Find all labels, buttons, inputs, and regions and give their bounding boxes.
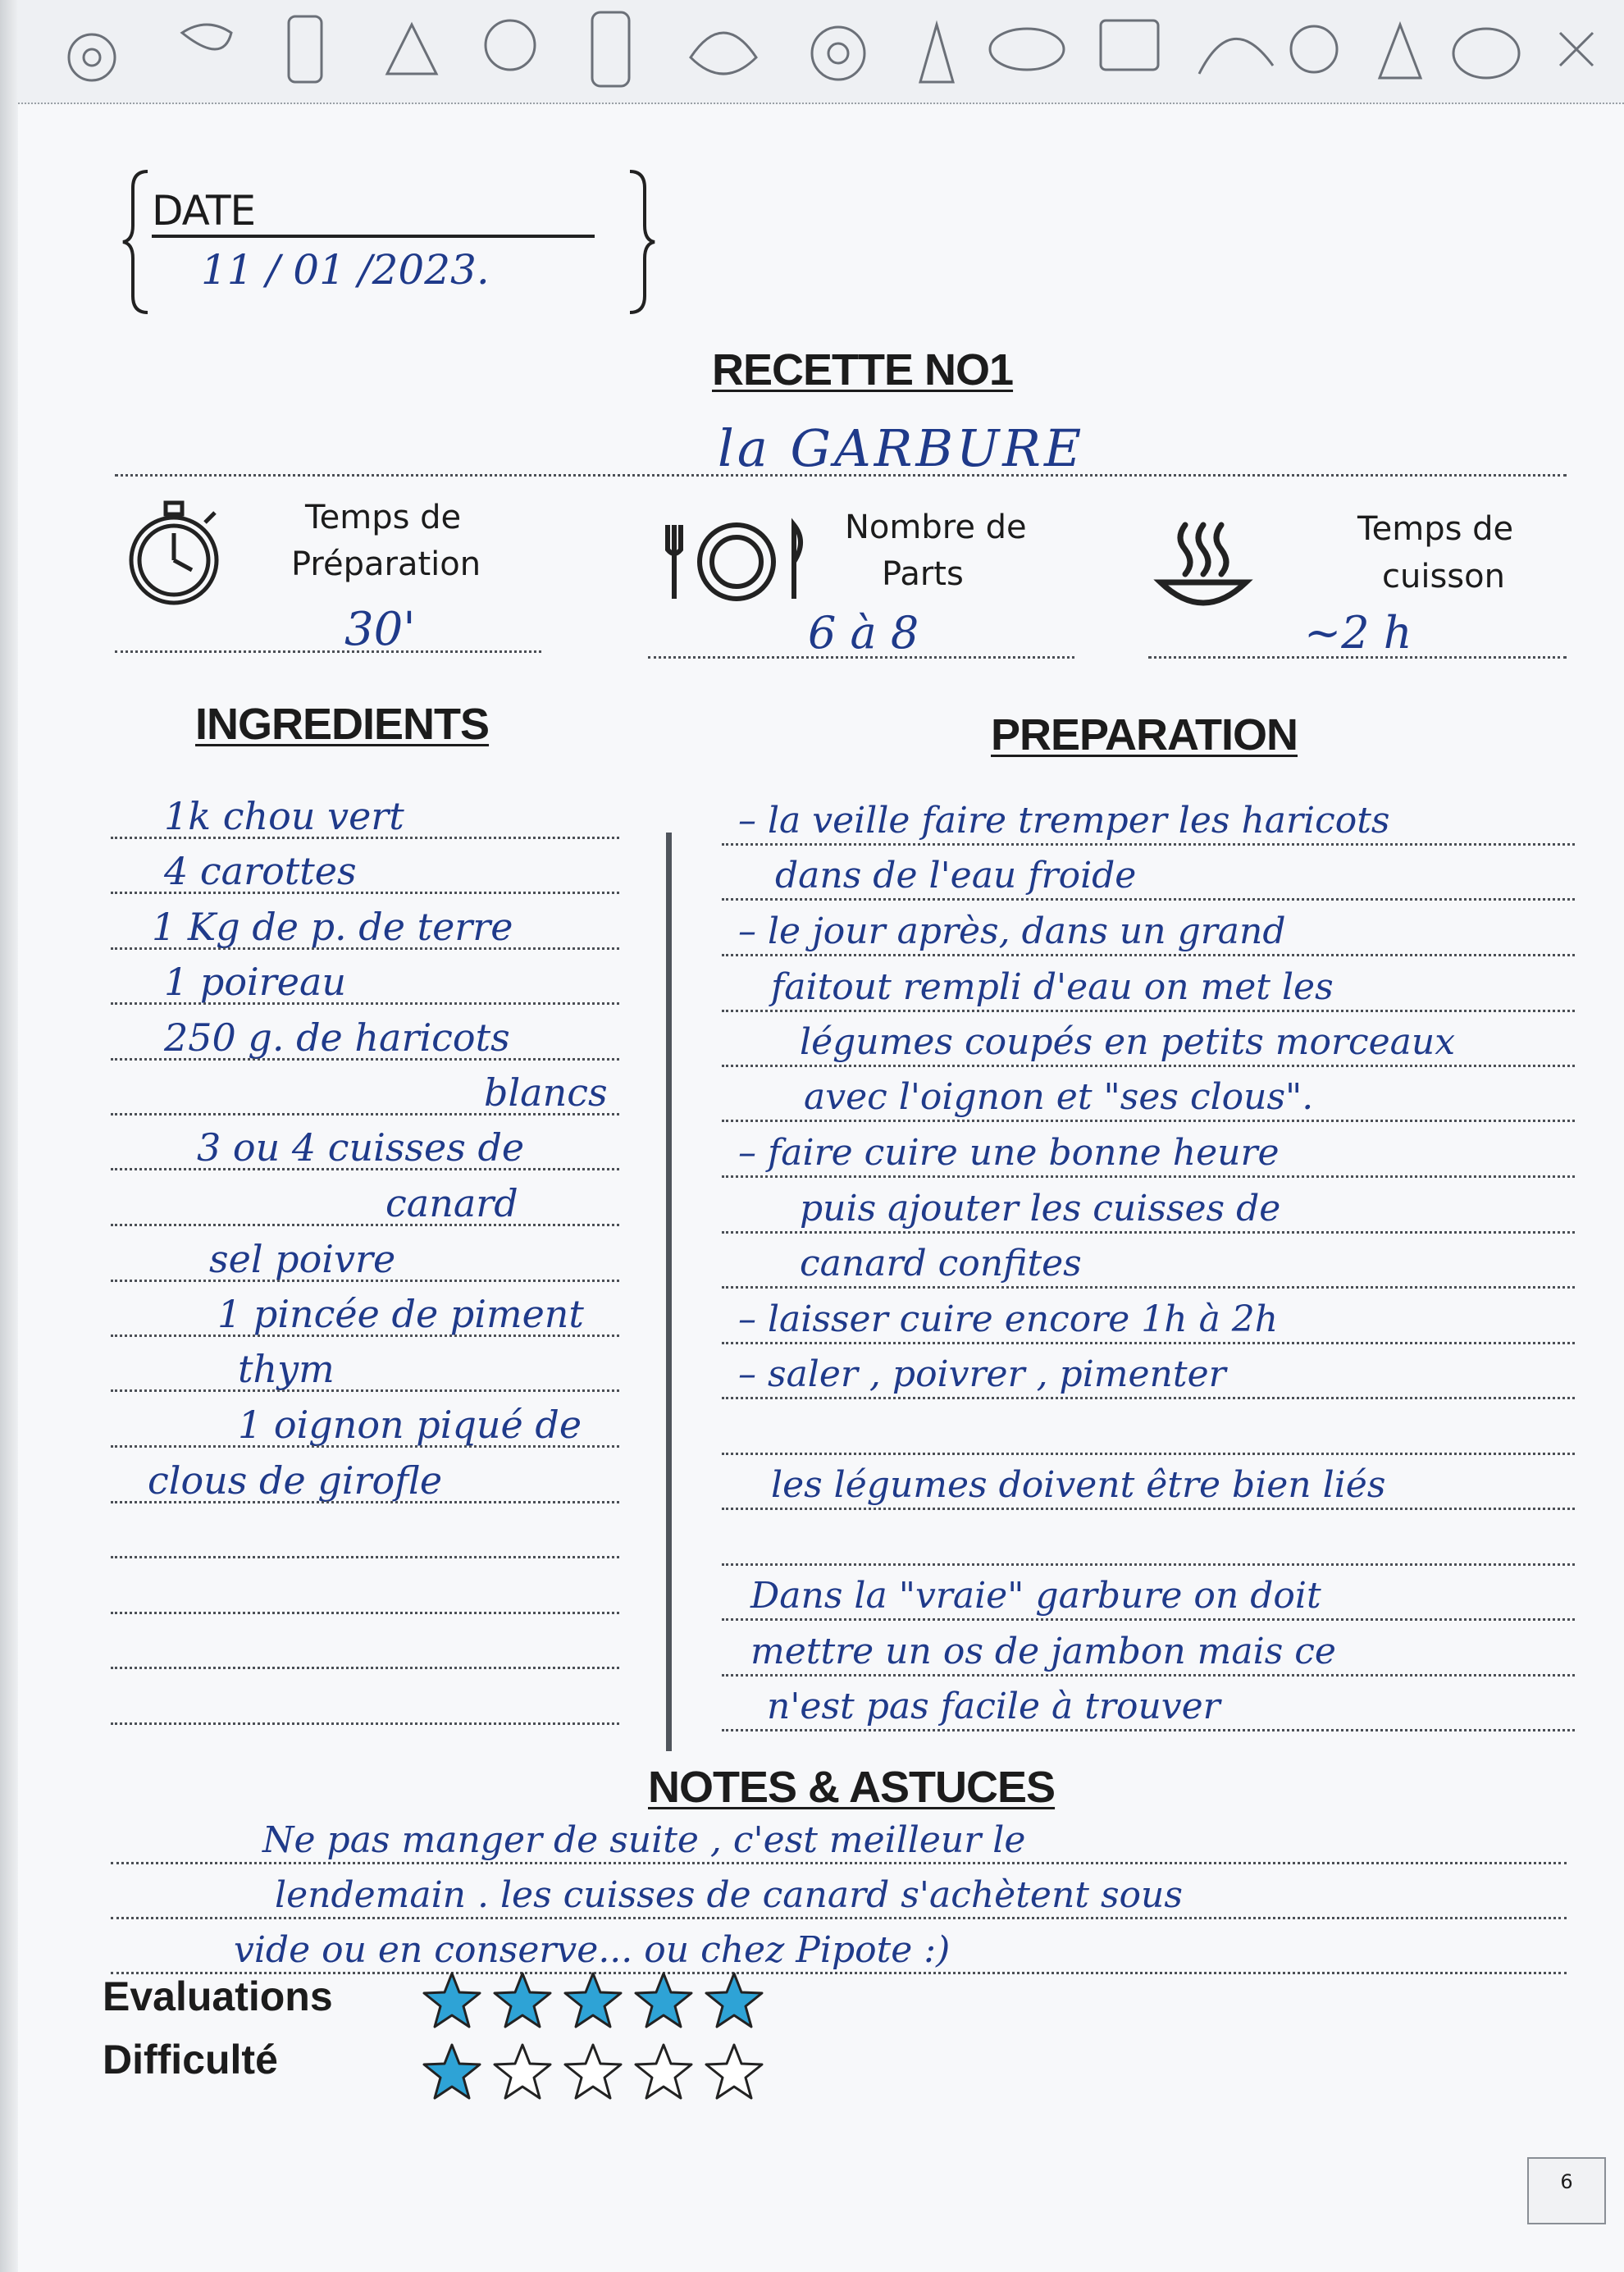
- preparation-rule: [722, 1618, 1575, 1621]
- ingredient-line: blancs: [484, 1070, 608, 1115]
- prep-time-value: 30': [344, 603, 416, 656]
- preparation-line: légumes coupés en petits morceaux: [800, 1021, 1456, 1063]
- right-brace-icon: [623, 168, 656, 316]
- ingredient-rule: [111, 1667, 619, 1669]
- preparation-line: avec l'oignon et "ses clous".: [804, 1076, 1314, 1118]
- date-value: 11 / 01 /2023.: [201, 246, 490, 294]
- prep-time-label-2: Préparation: [291, 545, 481, 583]
- ingredient-rule: [111, 1058, 619, 1061]
- servings-line: [648, 656, 1074, 659]
- preparation-rule: [722, 1231, 1575, 1234]
- difficulty-label: Difficulté: [103, 2037, 278, 2083]
- ingredients-heading: INGREDIENTS: [195, 700, 490, 749]
- ingredient-line: sel poivre: [209, 1237, 396, 1281]
- ingredient-line: thym: [238, 1347, 335, 1391]
- preparation-line: – la veille faire tremper les haricots: [738, 800, 1390, 842]
- star-filled-icon: [705, 1971, 764, 2030]
- preparation-line: canard confites: [800, 1243, 1082, 1284]
- ingredient-line: clous de girofle: [148, 1458, 443, 1503]
- recipe-heading: RECETTE NO1: [712, 345, 1014, 395]
- notes-line: vide ou en conserve... ou chez Pipote :): [234, 1929, 951, 1971]
- ingredient-line: canard: [385, 1181, 518, 1225]
- preparation-line: – faire cuire une bonne heure: [738, 1132, 1280, 1174]
- ingredient-rule: [111, 892, 619, 894]
- recipe-name: la GARBURE: [718, 418, 1085, 478]
- ingredient-line: 250 g. de haricots: [164, 1015, 510, 1060]
- preparation-rule: [722, 1397, 1575, 1399]
- notes-rule: [111, 1917, 1567, 1919]
- left-brace-icon: [121, 168, 154, 316]
- cooking-time-label-2: cuisson: [1382, 558, 1505, 595]
- steaming-pot-icon: [1152, 517, 1255, 615]
- date-label-underline: [152, 235, 595, 238]
- food-doodles-icon: [18, 0, 1624, 103]
- preparation-rule: [722, 1286, 1575, 1289]
- preparation-line: dans de l'eau froide: [775, 855, 1137, 896]
- ingredient-line: 1 Kg de p. de terre: [152, 905, 513, 949]
- ingredient-rule: [111, 1280, 619, 1282]
- preparation-rule: [722, 1065, 1575, 1067]
- preparation-line: Dans la "vraie" garbure on doit: [750, 1575, 1321, 1617]
- binding-edge: [0, 0, 18, 2272]
- preparation-line: n'est pas facile à trouver: [767, 1686, 1220, 1727]
- cooking-time-label-1: Temps de: [1357, 510, 1514, 548]
- evaluation-label: Evaluations: [103, 1973, 333, 2019]
- star-empty-icon: [705, 2042, 764, 2101]
- ingredient-line: 1 oignon piqué de: [238, 1403, 582, 1447]
- preparation-line: mettre un os de jambon mais ce: [750, 1631, 1336, 1672]
- preparation-rule: [722, 1508, 1575, 1510]
- preparation-rule: [722, 1010, 1575, 1012]
- ingredient-line: 1k chou vert: [164, 794, 404, 838]
- star-filled-icon: [422, 2042, 481, 2101]
- preparation-rule: [722, 1729, 1575, 1731]
- preparation-rule: [722, 898, 1575, 901]
- preparation-line: les légumes doivent être bien liés: [771, 1464, 1386, 1506]
- ingredient-rule: [111, 1113, 619, 1115]
- ingredient-line: 3 ou 4 cuisses de: [197, 1125, 525, 1170]
- star-empty-icon: [493, 2042, 552, 2101]
- preparation-rule: [722, 1453, 1575, 1455]
- notes-line: Ne pas manger de suite , c'est meilleur le: [262, 1819, 1026, 1861]
- servings-value: 6 à 8: [808, 607, 919, 659]
- evaluation-rating: [422, 1971, 764, 2030]
- ingredient-rule: [111, 1501, 619, 1503]
- plate-cutlery-icon: [663, 517, 810, 607]
- ingredient-rule: [111, 1556, 619, 1558]
- preparation-rule: [722, 1120, 1575, 1122]
- recipe-name-line: [115, 474, 1567, 477]
- star-empty-icon: [634, 2042, 693, 2101]
- column-divider: [666, 833, 672, 1751]
- ingredient-line: 1 poireau: [164, 960, 347, 1004]
- ingredient-line: 1 pincée de piment: [217, 1292, 584, 1336]
- page-number: 6: [1527, 2157, 1606, 2224]
- preparation-rule: [722, 1175, 1575, 1178]
- preparation-rule: [722, 1342, 1575, 1344]
- cooking-time-value: ~2 h: [1304, 607, 1412, 659]
- preparation-heading: PREPARATION: [991, 710, 1298, 760]
- notes-rule: [111, 1862, 1567, 1864]
- cooking-time-line: [1148, 656, 1567, 659]
- ingredient-rule: [111, 1168, 619, 1170]
- preparation-line: – saler , poivrer , pimenter: [738, 1353, 1226, 1395]
- ingredient-rule: [111, 947, 619, 950]
- ingredient-line: 4 carottes: [164, 849, 357, 893]
- preparation-line: – le jour après, dans un grand: [738, 910, 1286, 952]
- star-filled-icon: [493, 1971, 552, 2030]
- food-doodle-border: [18, 0, 1624, 104]
- preparation-line: faitout rempli d'eau on met les: [771, 966, 1334, 1008]
- date-label: DATE: [152, 187, 256, 235]
- stopwatch-icon: [123, 496, 226, 611]
- preparation-rule: [722, 1563, 1575, 1566]
- notes-heading: NOTES & ASTUCES: [648, 1763, 1056, 1812]
- ingredient-rule: [111, 1445, 619, 1448]
- ingredient-rule: [111, 1224, 619, 1226]
- ingredient-rule: [111, 1722, 619, 1725]
- star-filled-icon: [422, 1971, 481, 2030]
- servings-label-1: Nombre de: [845, 509, 1027, 546]
- preparation-rule: [722, 954, 1575, 956]
- star-filled-icon: [563, 1971, 623, 2030]
- difficulty-rating: [422, 2042, 764, 2101]
- preparation-rule: [722, 843, 1575, 846]
- preparation-rule: [722, 1674, 1575, 1677]
- notes-line: lendemain . les cuisses de canard s'achètent sous: [275, 1874, 1183, 1916]
- preparation-line: puis ajouter les cuisses de: [800, 1188, 1281, 1230]
- ingredient-rule: [111, 1612, 619, 1614]
- ingredient-rule: [111, 1002, 619, 1005]
- prep-time-line: [115, 650, 541, 653]
- prep-time-label-1: Temps de: [305, 499, 462, 536]
- star-empty-icon: [563, 2042, 623, 2101]
- star-filled-icon: [634, 1971, 693, 2030]
- ingredient-rule: [111, 837, 619, 839]
- ingredient-rule: [111, 1389, 619, 1392]
- preparation-line: – laisser cuire encore 1h à 2h: [738, 1298, 1279, 1340]
- servings-label-2: Parts: [882, 555, 964, 593]
- ingredient-rule: [111, 1334, 619, 1337]
